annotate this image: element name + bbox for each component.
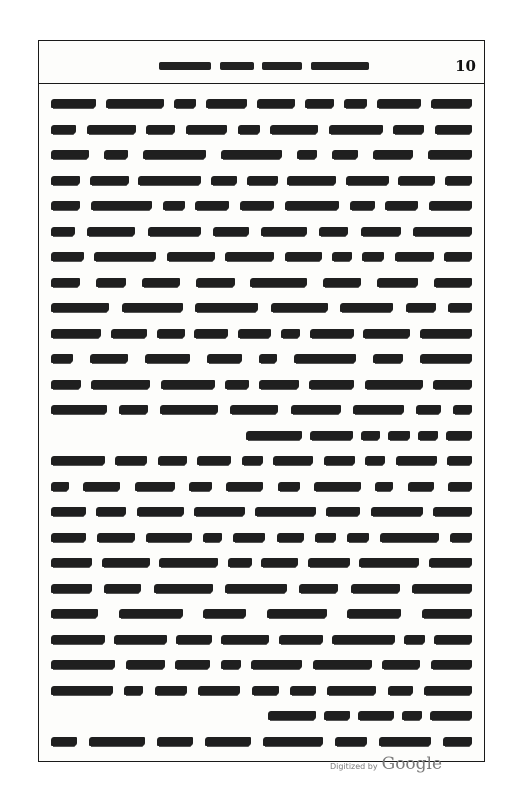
script-word: [90, 354, 128, 363]
script-word: [51, 482, 69, 491]
script-word: [51, 584, 92, 593]
script-word: [358, 711, 394, 720]
book-page: [38, 40, 485, 762]
script-word: [194, 507, 245, 516]
script-word: [431, 99, 472, 108]
script-word: [361, 431, 380, 440]
script-word: [350, 201, 375, 210]
script-word: [413, 227, 472, 236]
script-word: [420, 329, 472, 338]
script-word: [194, 329, 228, 338]
script-word: [447, 456, 472, 465]
script-word: [238, 329, 271, 338]
script-word: [310, 431, 353, 440]
text-line: [51, 499, 472, 525]
script-word: [51, 176, 80, 185]
script-word: [221, 660, 241, 669]
script-word: [159, 558, 218, 567]
script-word: [443, 737, 472, 746]
text-line: [51, 117, 472, 143]
script-word: [104, 150, 128, 159]
script-word: [189, 482, 212, 491]
script-word: [285, 201, 339, 210]
running-head-word: [159, 62, 211, 70]
script-word: [252, 686, 279, 695]
script-word: [361, 227, 401, 236]
running-head-word: [262, 62, 302, 70]
script-word: [431, 660, 472, 669]
script-word: [363, 329, 410, 338]
text-line: [51, 321, 472, 347]
script-word: [324, 711, 350, 720]
watermark-prefix: Digitized by: [330, 762, 378, 771]
text-line: [51, 703, 472, 729]
text-line: [51, 142, 472, 168]
script-word: [145, 354, 190, 363]
script-word: [228, 558, 252, 567]
script-word: [124, 686, 143, 695]
script-word: [444, 252, 472, 261]
text-line: [51, 423, 472, 449]
script-word: [382, 660, 420, 669]
text-line: [51, 652, 472, 678]
text-line: [51, 244, 472, 270]
script-word: [315, 533, 336, 542]
script-word: [319, 227, 348, 236]
script-word: [281, 329, 300, 338]
script-word: [240, 201, 274, 210]
script-word: [87, 125, 136, 134]
script-word: [250, 278, 307, 287]
script-word: [377, 99, 421, 108]
script-word: [326, 507, 360, 516]
script-word: [446, 431, 472, 440]
running-head: [159, 58, 369, 74]
script-word: [353, 405, 404, 414]
script-word: [287, 176, 336, 185]
script-word: [365, 456, 385, 465]
text-line: [51, 729, 472, 755]
script-word: [416, 405, 441, 414]
script-word: [445, 176, 472, 185]
script-word: [225, 584, 287, 593]
text-line: [51, 448, 472, 474]
script-word: [332, 635, 395, 644]
body-text: [51, 91, 472, 754]
script-word: [327, 686, 376, 695]
script-word: [285, 252, 322, 261]
script-word: [305, 99, 334, 108]
script-word: [175, 660, 210, 669]
script-word: [430, 711, 472, 720]
script-word: [246, 431, 302, 440]
script-word: [271, 303, 328, 312]
script-word: [205, 737, 251, 746]
script-word: [404, 635, 425, 644]
script-word: [398, 176, 435, 185]
script-word: [233, 533, 265, 542]
script-word: [259, 380, 299, 389]
text-line: [51, 270, 472, 296]
script-word: [297, 150, 317, 159]
script-word: [278, 482, 300, 491]
script-word: [211, 176, 237, 185]
script-word: [91, 201, 152, 210]
script-word: [388, 686, 413, 695]
script-word: [197, 456, 231, 465]
script-word: [263, 737, 323, 746]
script-word: [195, 303, 258, 312]
script-word: [102, 558, 150, 567]
script-word: [91, 380, 150, 389]
script-word: [453, 405, 472, 414]
script-word: [310, 329, 354, 338]
script-word: [96, 507, 126, 516]
script-word: [51, 227, 75, 236]
script-word: [340, 303, 393, 312]
script-word: [51, 507, 86, 516]
script-word: [119, 405, 148, 414]
script-word: [273, 456, 313, 465]
script-word: [51, 660, 115, 669]
script-word: [267, 609, 327, 618]
script-word: [268, 711, 316, 720]
script-word: [83, 482, 120, 491]
running-head-word: [220, 62, 254, 70]
script-word: [377, 278, 418, 287]
script-word: [329, 125, 383, 134]
script-word: [335, 737, 367, 746]
script-word: [135, 482, 175, 491]
script-word: [308, 558, 350, 567]
script-word: [104, 584, 141, 593]
script-word: [206, 99, 247, 108]
script-word: [420, 354, 472, 363]
text-line: [51, 193, 472, 219]
script-word: [418, 431, 438, 440]
script-word: [309, 380, 354, 389]
script-word: [332, 150, 358, 159]
script-word: [373, 150, 413, 159]
script-word: [450, 533, 472, 542]
digitized-watermark: [330, 754, 442, 774]
script-word: [155, 686, 187, 695]
script-word: [242, 456, 263, 465]
script-word: [270, 125, 318, 134]
script-word: [51, 380, 81, 389]
script-word: [434, 278, 472, 287]
script-word: [435, 125, 472, 134]
text-line: [51, 397, 472, 423]
script-word: [346, 176, 389, 185]
script-word: [174, 99, 196, 108]
script-word: [143, 150, 206, 159]
script-word: [408, 482, 434, 491]
script-word: [406, 303, 436, 312]
script-word: [94, 252, 156, 261]
script-word: [314, 482, 361, 491]
script-word: [434, 635, 472, 644]
script-word: [146, 125, 175, 134]
script-word: [142, 278, 180, 287]
script-word: [51, 329, 101, 338]
text-line: [51, 576, 472, 602]
script-word: [429, 558, 472, 567]
script-word: [106, 99, 164, 108]
script-word: [207, 354, 242, 363]
script-word: [261, 558, 298, 567]
script-word: [323, 278, 361, 287]
script-word: [186, 125, 227, 134]
script-word: [51, 99, 96, 108]
script-word: [230, 405, 278, 414]
script-word: [375, 482, 393, 491]
script-word: [433, 380, 472, 389]
script-word: [428, 150, 472, 159]
script-word: [195, 201, 229, 210]
script-word: [313, 660, 372, 669]
script-word: [344, 99, 367, 108]
script-word: [299, 584, 338, 593]
page-header: [39, 49, 484, 84]
script-word: [51, 635, 105, 644]
script-word: [379, 737, 431, 746]
script-word: [221, 150, 282, 159]
script-word: [89, 737, 145, 746]
script-word: [138, 176, 201, 185]
script-word: [163, 201, 185, 210]
script-word: [126, 660, 165, 669]
script-word: [395, 252, 434, 261]
script-word: [154, 584, 213, 593]
script-word: [160, 405, 218, 414]
script-word: [51, 150, 89, 159]
script-word: [422, 609, 472, 618]
script-word: [203, 533, 222, 542]
script-word: [448, 482, 472, 491]
script-word: [176, 635, 212, 644]
text-line: [51, 550, 472, 576]
script-word: [261, 227, 307, 236]
text-line: [51, 91, 472, 117]
script-word: [97, 533, 135, 542]
text-line: [51, 678, 472, 704]
script-word: [385, 201, 418, 210]
script-word: [137, 507, 184, 516]
script-word: [259, 354, 277, 363]
text-line: [51, 346, 472, 372]
script-word: [51, 252, 84, 261]
script-word: [221, 635, 269, 644]
script-word: [51, 278, 80, 287]
script-word: [433, 507, 472, 516]
script-word: [111, 329, 147, 338]
script-word: [161, 380, 215, 389]
script-word: [412, 584, 472, 593]
script-word: [96, 278, 126, 287]
script-word: [158, 456, 187, 465]
script-word: [90, 176, 129, 185]
script-word: [279, 635, 323, 644]
page-number: 10: [455, 57, 476, 75]
text-line: [51, 525, 472, 551]
script-word: [351, 584, 400, 593]
script-word: [198, 686, 240, 695]
text-line: [51, 601, 472, 627]
script-word: [371, 507, 423, 516]
script-word: [51, 354, 73, 363]
script-word: [167, 252, 215, 261]
script-word: [51, 303, 109, 312]
running-head-word: [311, 62, 369, 70]
script-word: [148, 227, 201, 236]
script-word: [238, 125, 260, 134]
script-word: [247, 176, 278, 185]
script-word: [332, 252, 352, 261]
text-line: [51, 474, 472, 500]
script-word: [196, 278, 235, 287]
script-word: [396, 456, 437, 465]
script-word: [122, 303, 183, 312]
script-word: [359, 558, 419, 567]
script-word: [448, 303, 472, 312]
script-word: [51, 737, 77, 746]
script-word: [146, 533, 192, 542]
script-word: [429, 201, 472, 210]
script-word: [251, 660, 302, 669]
script-word: [157, 329, 185, 338]
script-word: [51, 456, 105, 465]
script-word: [255, 507, 316, 516]
script-word: [373, 354, 403, 363]
script-word: [393, 125, 424, 134]
text-line: [51, 627, 472, 653]
script-word: [388, 431, 410, 440]
script-word: [402, 711, 422, 720]
script-word: [213, 227, 249, 236]
script-word: [225, 252, 274, 261]
script-word: [203, 609, 246, 618]
text-line: [51, 168, 472, 194]
script-word: [257, 99, 295, 108]
watermark-brand: Google: [381, 754, 443, 774]
script-word: [225, 380, 249, 389]
script-word: [424, 686, 472, 695]
script-word: [51, 558, 92, 567]
script-word: [51, 533, 86, 542]
script-word: [51, 686, 113, 695]
script-word: [362, 252, 384, 261]
script-word: [114, 635, 167, 644]
script-word: [294, 354, 356, 363]
script-word: [51, 405, 107, 414]
script-word: [347, 533, 369, 542]
script-word: [324, 456, 355, 465]
script-word: [115, 456, 147, 465]
text-line: [51, 219, 472, 245]
text-line: [51, 372, 472, 398]
script-word: [119, 609, 183, 618]
script-word: [380, 533, 439, 542]
script-word: [365, 380, 423, 389]
script-word: [291, 405, 341, 414]
script-word: [226, 482, 263, 491]
script-word: [51, 609, 98, 618]
script-word: [51, 125, 76, 134]
text-line: [51, 295, 472, 321]
script-word: [87, 227, 135, 236]
script-word: [290, 686, 316, 695]
script-word: [157, 737, 193, 746]
script-word: [277, 533, 304, 542]
script-word: [51, 201, 80, 210]
script-word: [347, 609, 401, 618]
